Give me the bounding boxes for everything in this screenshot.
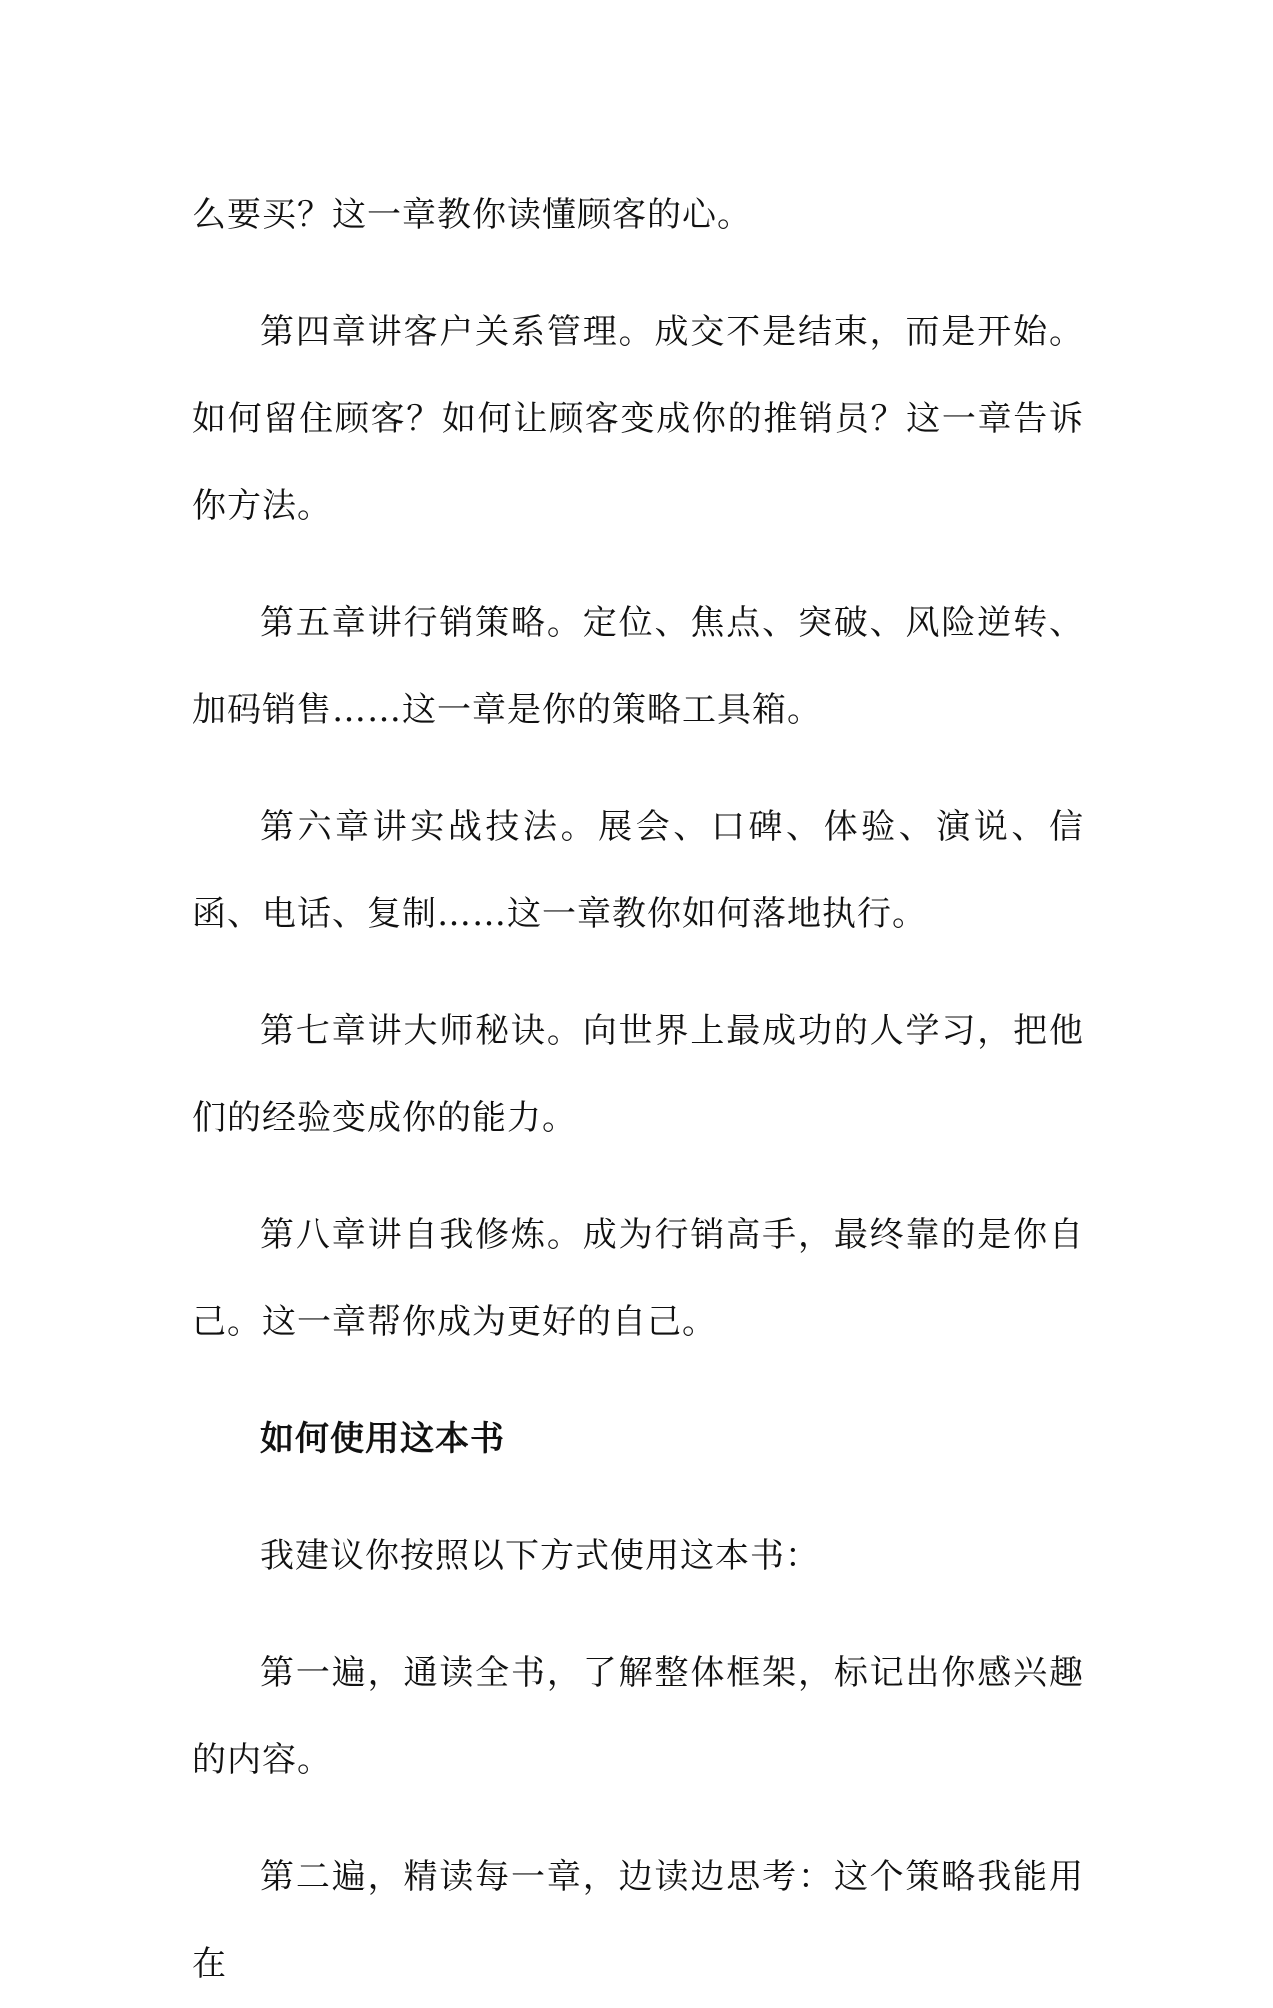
- paragraph-chapter-4: 第四章讲客户关系管理。成交不是结束，而是开始。如何留住顾客？如何让顾客变成你的推销员？这一章告诉你方法。: [192, 312, 1084, 526]
- paragraph-continuation: 么要买？这一章教你读懂顾客的心。: [192, 195, 752, 235]
- section-heading: 如何使用这本书: [260, 1419, 505, 1459]
- paragraph-chapter-5: 第五章讲行销策略。定位、焦点、突破、风险逆转、加码销售……这一章是你的策略工具箱。: [192, 603, 1084, 730]
- body-text: [192, 172, 1084, 2008]
- paragraph-second-pass: 第二遍，精读每一章，边读边思考：这个策略我能用在: [192, 1857, 1084, 1984]
- paragraph-chapter-8: 第八章讲自我修炼。成为行销高手，最终靠的是你自己。这一章帮你成为更好的自己。: [192, 1215, 1084, 1342]
- paragraph-usage-intro: 我建议你按照以下方式使用这本书：: [260, 1536, 820, 1576]
- paragraph-first-pass: 第一遍，通读全书，了解整体框架，标记出你感兴趣的内容。: [192, 1653, 1084, 1780]
- paragraph-chapter-7: 第七章讲大师秘诀。向世界上最成功的人学习，把他们的经验变成你的能力。: [192, 1011, 1084, 1138]
- paragraph-chapter-6: 第六章讲实战技法。展会、口碑、体验、演说、信函、电话、复制……这一章教你如何落地执行。: [192, 807, 1084, 934]
